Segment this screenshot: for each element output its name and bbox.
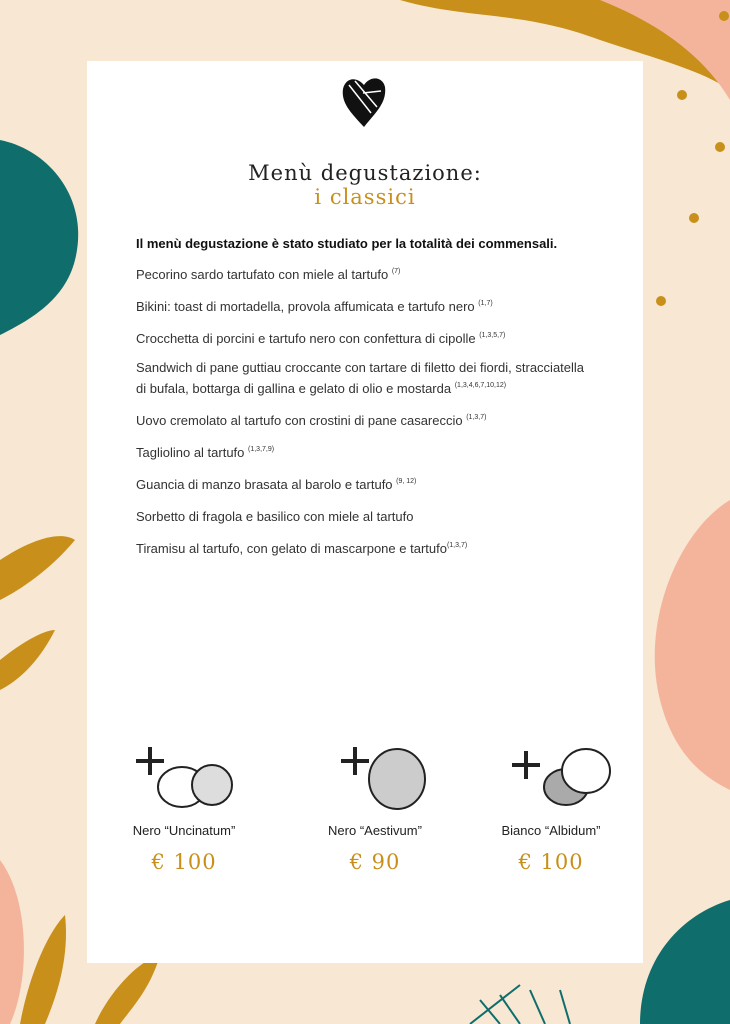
menu-item: Tiramisu al tartufo, con gelato di mascarpone e tartufo$^{(1,3,7)}$ (136, 541, 468, 556)
menu-item: Crocchetta di porcini e tartufo nero con confettura di cipolle $^{(1,3,5,7)}$ (136, 331, 506, 346)
menu-item: Sorbetto di fragola e basilico con miele al tartufo (136, 509, 414, 524)
title-text: Menù degustazione: (248, 161, 482, 185)
menu-item: Uovo cremolato al tartufo con crostini di pane casareccio $^{(1,3,7)}$ (136, 413, 487, 428)
plus-truffle-icon (124, 741, 244, 811)
heart-leaf-logo-icon (341, 73, 387, 129)
menu-item: Sandwich di pane guttiau croccante con tartare di filetto dei fiordi, stracciatella di bufala, bottarga di gallina e gelato di olio e mostarda $^{(1,3,4,6,7,10,12)}$ (136, 360, 585, 396)
menu-item: Bikini: toast di mortadella, provola affumicata e tartufo nero $^{(1,7)}$ (136, 299, 493, 314)
plus-truffle-icon (315, 741, 435, 811)
truffle-price: € 100 (518, 850, 584, 874)
subtitle-text: i classici (314, 185, 416, 209)
menu-item: Guancia di manzo brasata al barolo e tartufo $^{(9, 12)}$ (136, 477, 417, 492)
menu-item: Pecorino sardo tartufato con miele al tartufo $^{(7)}$ (136, 267, 401, 282)
truffle-option (295, 741, 455, 874)
truffle-price: € 90 (349, 850, 401, 874)
truffle-option (104, 741, 264, 874)
menu-item: Tagliolino al tartufo $^{(1,3,7,9)}$ (136, 445, 275, 460)
truffle-name: Nero “Aestivum” (328, 823, 422, 838)
plus-truffle-icon (486, 741, 616, 811)
menu-card (87, 61, 643, 963)
truffle-name: Nero “Uncinatum” (132, 823, 236, 838)
truffle-price: € 100 (151, 850, 217, 874)
truffle-name: Bianco “Albidum” (501, 823, 601, 838)
menu-items (136, 263, 596, 569)
menu-title (87, 161, 643, 209)
intro-text: Il menù degustazione è stato studiato per la totalità dei commensali. (136, 236, 558, 251)
truffle-option (471, 741, 631, 874)
